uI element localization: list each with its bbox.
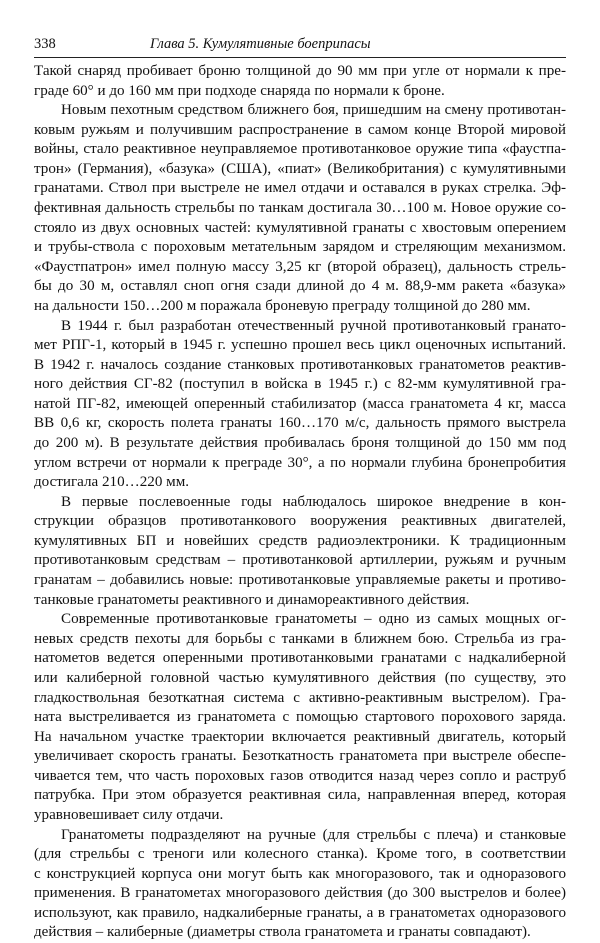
text-line: фективная дальность стрельбы по танкам достигала 30…100 м. Новое оружие со- xyxy=(34,200,566,217)
text-line: чивается тем, что часть пороховых газов отводится назад через сопло и раструб xyxy=(34,767,566,784)
text-line: струкции образцов противотанкового вооружения реактивных двигателей, xyxy=(34,513,566,530)
text-line: В 1944 г. был разработан отечественный ручной противотанковый гранато- xyxy=(61,317,566,334)
paragraph xyxy=(34,101,566,316)
text-line: гранатам – добавились новые: противотанковые управляемые ракеты и противо- xyxy=(34,572,566,589)
running-head: Глава 5. Кумулятивные боеприпасы xyxy=(150,36,371,52)
text-line: противотанковым средствам – противотанковой артиллерии, ружьям и ручным xyxy=(34,552,566,569)
text-line: натой ПГ-82, имеющей оперенный стабилизатор (масса гранатомета 4 кг, масса xyxy=(34,395,566,412)
text-line: уравновешивает силу отдачи. xyxy=(34,806,224,823)
text-line: Гранатометы подразделяют на ручные (для стрельбы с плеча) и станковые xyxy=(61,826,566,843)
paragraph xyxy=(34,317,566,493)
text-line: ного действия СГ-82 (поступил в войска в 1945 г.) с 82-мм кумулятивной гра- xyxy=(34,376,566,393)
text-line: мет РПГ-1, который в 1945 г. успешно прошел весь цикл оценочных испытаний. xyxy=(34,337,566,354)
text-line: используют, как правило, надкалиберные гранаты, а в гранатометах одноразового xyxy=(34,904,566,921)
text-line: Такой снаряд пробивает броню толщиной до 90 мм при угле от нормали к пре- xyxy=(34,63,566,79)
body-text xyxy=(34,62,566,943)
text-line: с конструкцией корпуса они могут быть как многоразового, так и одноразового xyxy=(34,865,566,882)
page-number: 338 xyxy=(34,36,56,52)
text-line: граде 60° и до 160 мм при подходе снаряда по нормали к броне. xyxy=(34,82,445,99)
text-line: гладкоствольная безоткатная система с активно-реактивным выстрелом). Гра- xyxy=(34,689,566,706)
text-line: ВВ 0,6 кг, скорость полета гранаты 160…170 м/с, дальность прямого выстрела xyxy=(34,415,566,432)
text-line: кумулятивных БП и новейших средств радиоэлектроники. К традиционным xyxy=(34,532,566,549)
text-line: или калиберной головной частью кумулятивного действия (по существу, это xyxy=(34,669,566,686)
text-line: В 1942 г. началось создание станковых противотанковых гранатометов реактив- xyxy=(34,356,566,373)
text-line: достигала 210…220 мм. xyxy=(34,474,190,491)
text-line: ната выстреливается из гранатомета с помощью стартового порохового заряда. xyxy=(34,709,566,726)
page-header xyxy=(34,34,566,54)
text-line: до 200 м). В результате действия пробивалась броня толщиной до 150 мм под xyxy=(34,434,566,451)
text-line: В первые послевоенные годы наблюдалось широкое внедрение в кон- xyxy=(61,493,566,510)
text-line: гранатами. Ствол при выстреле не имел отдачи и оставался в руках стрелка. Эф- xyxy=(34,180,566,197)
text-line: ковым ружьям и получившим распространение в самом конце Второй мировой xyxy=(34,121,566,138)
text-line: «Фаустпатрон» имел полную массу 3,25 кг (второй образец), дальность стрель- xyxy=(34,258,566,275)
text-line: танковые гранатометы реактивного и динамореактивного действия. xyxy=(34,591,470,608)
text-line: невых средств пехоты для борьбы с танками в ближнем бою. Стрельба из гра- xyxy=(34,630,566,647)
text-line: на дальности 150…200 м поражала броневую преграду толщиной до 280 мм. xyxy=(34,297,531,314)
text-line: трон» (Германия), «базука» (США), «пиат» (Великобритания) с кумулятивными xyxy=(34,160,566,177)
text-line: натометов ведется оперенными противотанковыми гранатами с надкалиберной xyxy=(34,650,566,667)
text-line: бы до 30 м, оставлял сноп огня сзади длиной до 4 м. 88,9-мм ракета «базука» xyxy=(34,278,566,295)
text-line: войны, стало реактивное неуправляемое противотанковое оружие типа «фауcтпа- xyxy=(34,141,566,158)
paragraph xyxy=(34,610,566,825)
text-line: патрубка. При этом образуется реактивная сила, направленная вперед, которая xyxy=(34,787,566,804)
text-line: применения. В гранатометах многоразового действия (до 300 выстрелов и более) xyxy=(34,885,566,902)
text-line: и трубы-ствола с пороховым метательным зарядом и стреляющим механизмом. xyxy=(34,239,566,256)
text-line: действия – калиберные (диаметры ствола гранатомета и гранаты совпадают). xyxy=(34,924,531,941)
text-line: увеличивает скорость гранаты. Безоткатность гранатомета при выстреле обеспе- xyxy=(34,748,566,765)
text-line: (для стрельбы с треноги или колесного станка). Кроме того, в соответствии xyxy=(34,846,566,863)
paragraph xyxy=(34,826,566,943)
paragraph xyxy=(34,493,566,610)
text-line: Современные противотанковые гранатометы – одно из самых мощных ог- xyxy=(61,611,566,628)
text-line: углом встречи от нормали к преграде 30°, а по нормали глубина бронепробития xyxy=(34,454,566,471)
header-rule xyxy=(34,57,566,58)
paragraph xyxy=(34,62,566,101)
text-line: Новым пехотным средством ближнего боя, пришедшим на смену противотан- xyxy=(61,102,566,119)
text-line: На начальном участке траектории включается реактивный двигатель, который xyxy=(34,728,566,745)
text-line: стояло из двух основных частей: кумулятивной гранаты с хвостовым оперением xyxy=(34,219,566,236)
